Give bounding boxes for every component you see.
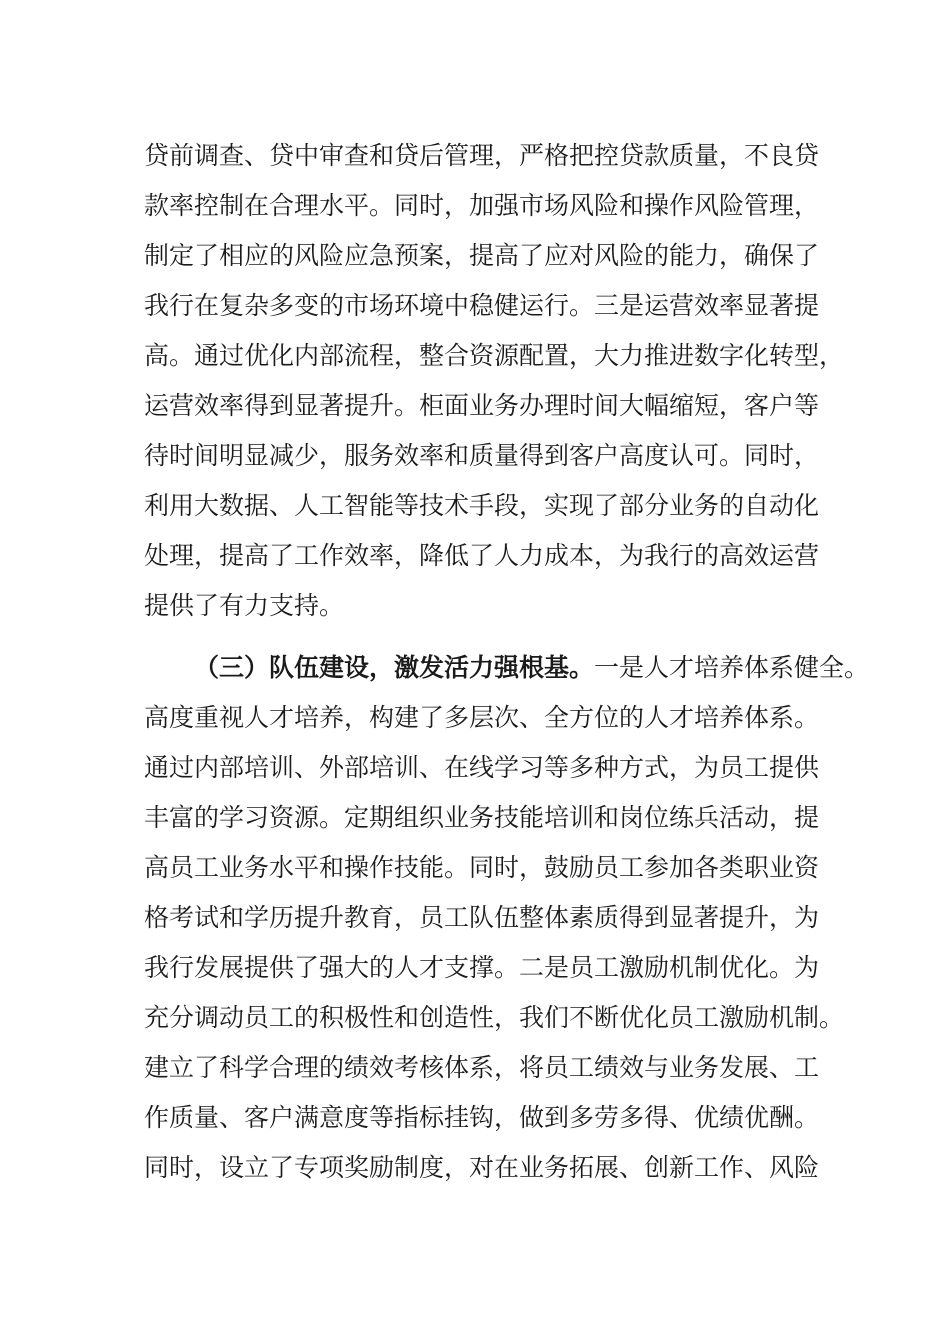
text-line: 提供了有力支持。 — [144, 591, 345, 620]
text-line: 丰富的学习资源。定期组织业务技能培训和岗位练兵活动，提 — [144, 803, 820, 832]
text-line-first — [144, 643, 870, 693]
paragraph-team-building — [144, 643, 870, 1193]
text-line: 我行在复杂多变的市场环境中稳健运行。三是运营效率显著提 — [144, 291, 820, 320]
text-line: 作质量、客户满意度等指标挂钩，做到多劳多得、优绩优酬。 — [144, 1103, 820, 1132]
text-line: 处理，提高了工作效率，降低了人力成本，为我行的高效运营 — [144, 541, 820, 570]
section-heading: （三）队伍建设，激发活力强根基。 — [194, 653, 595, 682]
text-line: 待时间明显减少，服务效率和质量得到客户高度认可。同时， — [144, 441, 820, 470]
text-line: 同时，设立了专项奖励制度，对在业务拓展、创新工作、风险 — [144, 1153, 820, 1182]
text-line: 通过内部培训、外部培训、在线学习等多种方式，为员工提供 — [144, 753, 820, 782]
text-line: 运营效率得到显著提升。柜面业务办理时间大幅缩短，客户等 — [144, 391, 820, 420]
text-line: 高。通过优化内部流程，整合资源配置，大力推进数字化转型， — [144, 341, 845, 370]
text-line: 高员工业务水平和操作技能。同时，鼓励员工参加各类职业资 — [144, 853, 820, 882]
paragraph-spacer — [144, 631, 824, 643]
text-line: 制定了相应的风险应急预案，提高了应对风险的能力，确保了 — [144, 241, 820, 270]
heading-continuation: 一是人才培养体系健全。 — [594, 653, 870, 682]
text-line: 贷前调查、贷中审查和贷后管理，严格把控贷款质量，不良贷 — [144, 141, 820, 170]
text-line: 我行发展提供了强大的人才支撑。二是员工激励机制优化。为 — [144, 953, 820, 982]
text-line: 格考试和学历提升教育，员工队伍整体素质得到显著提升，为 — [144, 903, 820, 932]
text-line: 利用大数据、人工智能等技术手段，实现了部分业务的自动化 — [144, 491, 820, 520]
text-line: 款率控制在合理水平。同时，加强市场风险和操作风险管理， — [144, 191, 820, 220]
text-line: 建立了科学合理的绩效考核体系，将员工绩效与业务发展、工 — [144, 1053, 820, 1082]
paragraph-risk-operations — [144, 131, 845, 631]
text-line: 充分调动员工的积极性和创造性，我们不断优化员工激励机制。 — [144, 1003, 845, 1032]
text-line: 高度重视人才培养，构建了多层次、全方位的人才培养体系。 — [144, 703, 820, 732]
document-page — [144, 131, 870, 1193]
